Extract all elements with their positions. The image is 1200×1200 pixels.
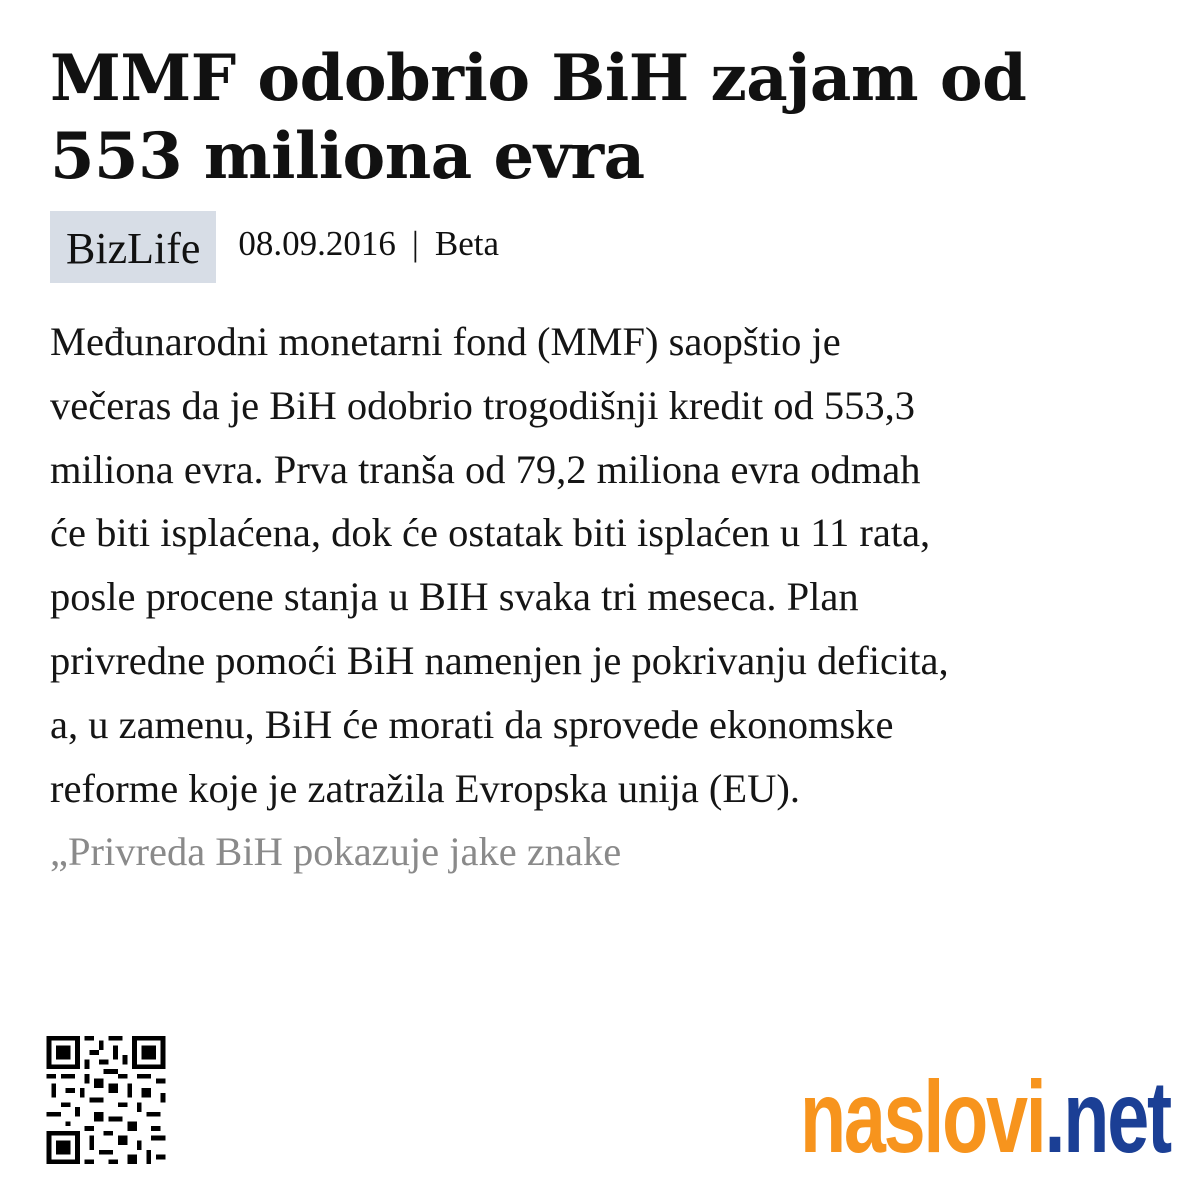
article-agency: Beta: [434, 224, 500, 263]
meta-separator: |: [411, 224, 419, 263]
body-line: posle procene stanja u BIH svaka tri meseca. Plan: [50, 574, 859, 620]
meta-text: [238, 211, 499, 277]
article-meta: [50, 211, 499, 283]
article-date: 08.09.2016: [238, 224, 396, 263]
article-title: MMF odobrio BiH zajam od 553 miliona evra: [50, 41, 1027, 194]
source-badge[interactable]: BizLife: [50, 211, 216, 283]
body-line: Međunarodni monetarni fond (MMF) saopštio je: [50, 319, 841, 364]
body-line: će biti isplaćena, dok će ostatak biti isplaćen u 11 rata,: [50, 510, 931, 556]
body-line: miliona evra. Prva tranša od 79,2 miliona evra odmah: [50, 446, 921, 492]
body-line: reforme koje je zatražila Evropska unija (EU).: [50, 765, 801, 811]
article-body: [50, 310, 1170, 884]
naslovi-logo[interactable]: [800, 1062, 1170, 1172]
logo-part2: .net: [1044, 1060, 1170, 1174]
qr-code-icon[interactable]: [46, 1036, 166, 1164]
body-line: večeras da je BiH odobrio trogodišnji kredit od 553,3: [50, 382, 915, 428]
logo-part1: naslovi: [800, 1060, 1045, 1174]
body-line-faded: „Privreda BiH pokazuje jake znake: [50, 829, 622, 875]
body-line: a, u zamenu, BiH će morati da sprovede ekonomske: [50, 701, 894, 747]
body-line: privredne pomoći BiH namenjen je pokrivanju deficita,: [50, 637, 949, 683]
